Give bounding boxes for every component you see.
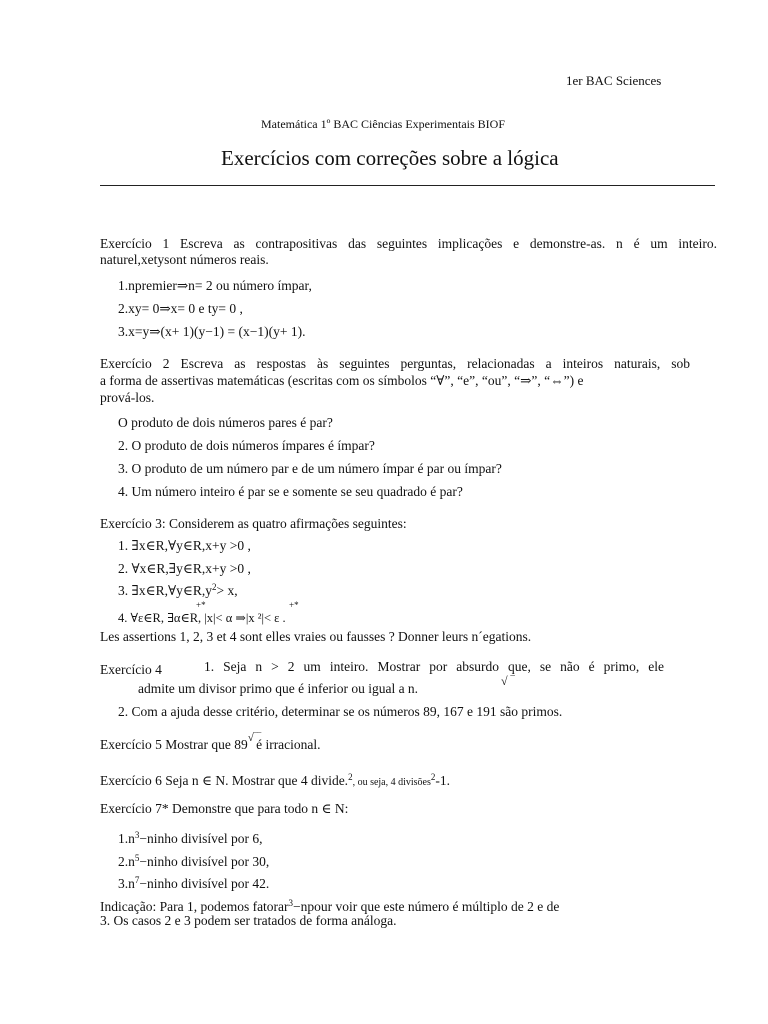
sqrt-symbol: √ ‾ [501,674,515,688]
exercise-1-statement-cont: naturel,xetysont números reais. [100,252,269,267]
exercise-4-item-1: 1. Seja n > 2 um inteiro. Mostrar por absurdo que, se não é primo, ele [204,659,664,674]
exercise-3-item: 3. $\exists x\in R,\forall y\in R,y^2> x$, [118,582,238,598]
exercise-7-item: $1.n^3-ninho$ divisível por 6, [118,830,263,846]
sqrt-symbol: √‾‾ [247,732,262,744]
exercise-5-statement: Exercício 5 Mostrar que 89√‾‾é irracional. [100,732,321,752]
class-level-label: 1er BAC Sciences [566,73,662,88]
exercise-4-label: Exercício 4 [100,662,162,677]
exercise-3-item: 4. ∀ε∈R, ∃α∈R, |x|< α ⇒|x ²|< ε . [118,611,286,625]
document-subtitle: Matemática 1º BAC Ciências Experimentais BIOF [261,117,506,131]
exercise-1-statement: Exercício 1 Escreva as contrapositivas das seguintes implicações e demonstre-as. n é um inteiro. [100,236,717,251]
exercise-1-item: 3.x=y⇒(x+ 1)(y−1) = (x−1)(y+ 1). [118,324,306,339]
exercise-2-item: 3. O produto de um número par e de um número ímpar é par ou ímpar? [118,461,502,476]
exercise-2-item: 2. O produto de dois números ímpares é ímpar? [118,438,375,453]
exercise-2-statement: Exercício 2 Escreva as respostas às seguintes perguntas, relacionadas a inteiros naturais, sob [100,356,690,371]
exercise-3-mark: +* [196,600,206,610]
exercise-7-hint-cont: 3. Os casos 2 e 3 podem ser tratados de forma análoga. [100,913,397,928]
exercise-7-item: $2.n^5-ninho$ divisível por 30, [118,853,270,869]
title-divider [100,185,715,186]
exercise-6-statement: Exercício 6 Seja n ∈ N. Mostrar que 4 divide.$^2$, ou seja, 4 divisões$^2$-1. [100,772,451,788]
exercise-2-statement-end: prová-los. [100,390,155,405]
exercise-7-hint: Indicação: Para 1, podemos fatorar$^3$−npour voir que este número é múltiplo de 2 e de [100,898,560,914]
exercise-2-statement-cont: a forma de assertivas matemáticas (escritas com os símbolos “∀”, “e”, “ou”, “⇒”, “⇔”) e [100,373,584,388]
exercise-3-mark: +* [289,600,299,610]
exercise-3-question: Les assertions 1, 2, 3 et 4 sont elles vraies ou fausses ? Donner leurs n´egations. [100,629,532,644]
exercise-1-item: 1.npremier⇒n= 2 ou número ímpar, [118,278,312,293]
exercise-7-statement: Exercício 7* Demonstre que para todo n ∈ N: [100,801,349,816]
exercise-2-item: O produto de dois números pares é par? [118,415,333,430]
document-title: Exercícios com correções sobre a lógica [221,146,559,170]
exercise-3-item: 1. ∃x∈R,∀y∈R,x+y >0 , [118,538,251,553]
exercise-4-item-2: 2. Com a ajuda desse critério, determinar se os números 89, 167 e 191 são primos. [118,704,563,719]
exercise-3-item: 2. ∀x∈R,∃y∈R,x+y >0 , [118,561,251,576]
exercise-3-statement: Exercício 3: Considerem as quatro afirmações seguintes: [100,516,407,531]
exercise-4-item-1-cont: admite um divisor primo que é inferior ou igual a n. [138,681,419,696]
exercise-1-item: 2.xy= 0⇒x= 0 e ty= 0 , [118,301,243,316]
exercise-7-item: $3.n^7-ninho$ divisível por 42. [118,875,270,891]
exercise-2-item: 4. Um número inteiro é par se e somente se seu quadrado é par? [118,484,463,499]
